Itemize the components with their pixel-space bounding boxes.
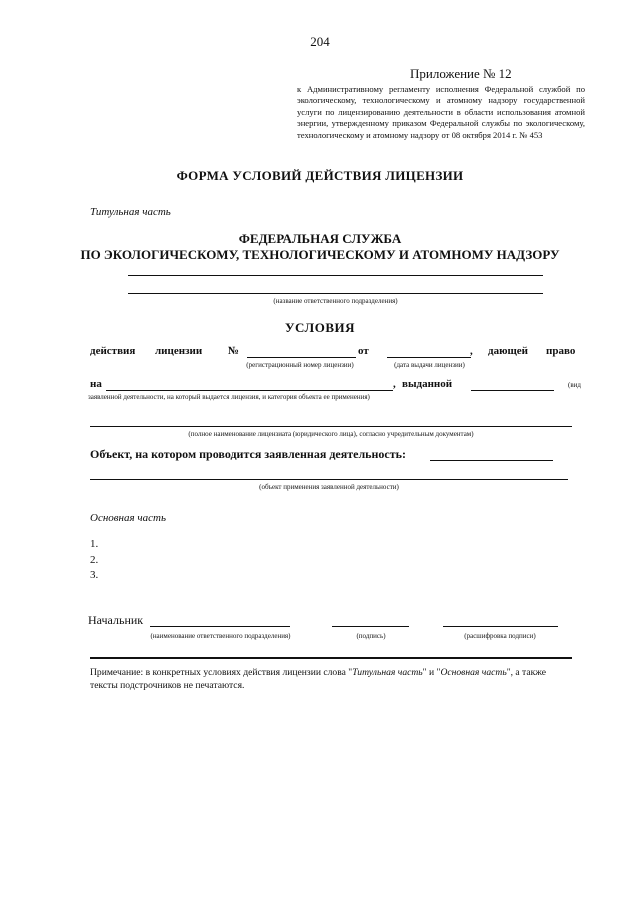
issued-word: выданной (402, 378, 453, 390)
issue-date-caption: (дата выдачи лицензии) (394, 361, 465, 369)
appendix-title: Приложение № 12 (410, 66, 512, 81)
licensee-field[interactable] (90, 426, 572, 427)
note-mid: " и " (422, 667, 441, 678)
note (90, 667, 572, 692)
subdivision-line-1 (128, 275, 543, 276)
license-comma: , (470, 345, 473, 357)
subdivision-line-2 (128, 293, 543, 294)
note-term-1: Титульная часть (352, 667, 423, 678)
chief-subdivision-field[interactable] (150, 626, 290, 627)
subdivision-caption: (название ответственного подразделения) (273, 297, 398, 305)
object-label: Объект, на котором проводится заявленная деятельность: (90, 447, 406, 461)
note-suffix: ", а также тексты подстрочников не печатаются. (90, 667, 547, 691)
list-item: 1. (90, 538, 99, 550)
signature-caption: (подпись) (356, 632, 386, 640)
chief-label: Начальник (88, 613, 144, 627)
list-item: 3. (90, 569, 99, 581)
appendix-text: к Административному регламенту исполнения Федеральной службой по экологическому, технологическому и атомному надзору государственной услуги по лицензированию деятельности в области использования атомной энергии, утвержденному приказом Федеральной службы по экологическому, технологическому и атомному надзору от 08 октября 2014 г. № 453 (297, 84, 585, 140)
license-word-4: право (546, 345, 576, 357)
object-field[interactable] (90, 479, 568, 480)
note-term-2: Основная часть (440, 667, 507, 678)
issue-date-field[interactable] (387, 357, 471, 358)
note-divider (90, 657, 572, 659)
form-title: ФОРМА УСЛОВИЙ ДЕЙСТВИЯ ЛИЦЕНЗИИ (176, 168, 464, 183)
on-word: на (90, 378, 102, 390)
main-part-label: Основная часть (90, 512, 166, 524)
issued-to-field[interactable] (471, 390, 554, 391)
conditions-title: УСЛОВИЯ (284, 320, 356, 335)
agency-line-2: ПО ЭКОЛОГИЧЕСКОМУ, ТЕХНОЛОГИЧЕСКОМУ И АТОМНОМУ НАДЗОРУ (80, 247, 560, 262)
chief-subdivision-caption: (наименование ответственного подразделения) (150, 632, 291, 640)
title-part-label: Титульная часть (90, 206, 171, 218)
license-word-3: дающей (488, 345, 528, 357)
number-sign: № (228, 345, 240, 357)
signature-field[interactable] (332, 626, 409, 627)
list-item: 2. (90, 554, 99, 566)
object-field-inline[interactable] (430, 460, 553, 461)
object-caption: (объект применения заявленной деятельности) (259, 483, 399, 491)
signature-decoding-caption: (расшифровка подписи) (464, 632, 536, 640)
page-number: 204 (310, 34, 330, 49)
agency-line-1: ФЕДЕРАЛЬНАЯ СЛУЖБА (238, 231, 402, 246)
kind-caption-start: (вид (568, 381, 581, 389)
signature-decoding-field[interactable] (443, 626, 558, 627)
reg-number-field[interactable] (247, 357, 356, 358)
note-prefix: Примечание: в конкретных условиях действия лицензии слова " (90, 667, 353, 678)
kind-caption-rest: заявленной деятельности, на который выдается лицензия, и категория объекта ее применения) (88, 393, 370, 401)
license-word-1: действия (90, 345, 136, 357)
license-word-2: лицензии (155, 345, 203, 357)
from-word: от (358, 345, 369, 357)
licensee-caption: (полное наименование лицензиата (юридического лица), согласно учредительным документам) (188, 430, 474, 438)
reg-number-caption: (регистрационный номер лицензии) (246, 361, 354, 369)
activity-field[interactable] (106, 390, 393, 391)
activity-comma: , (393, 378, 396, 390)
